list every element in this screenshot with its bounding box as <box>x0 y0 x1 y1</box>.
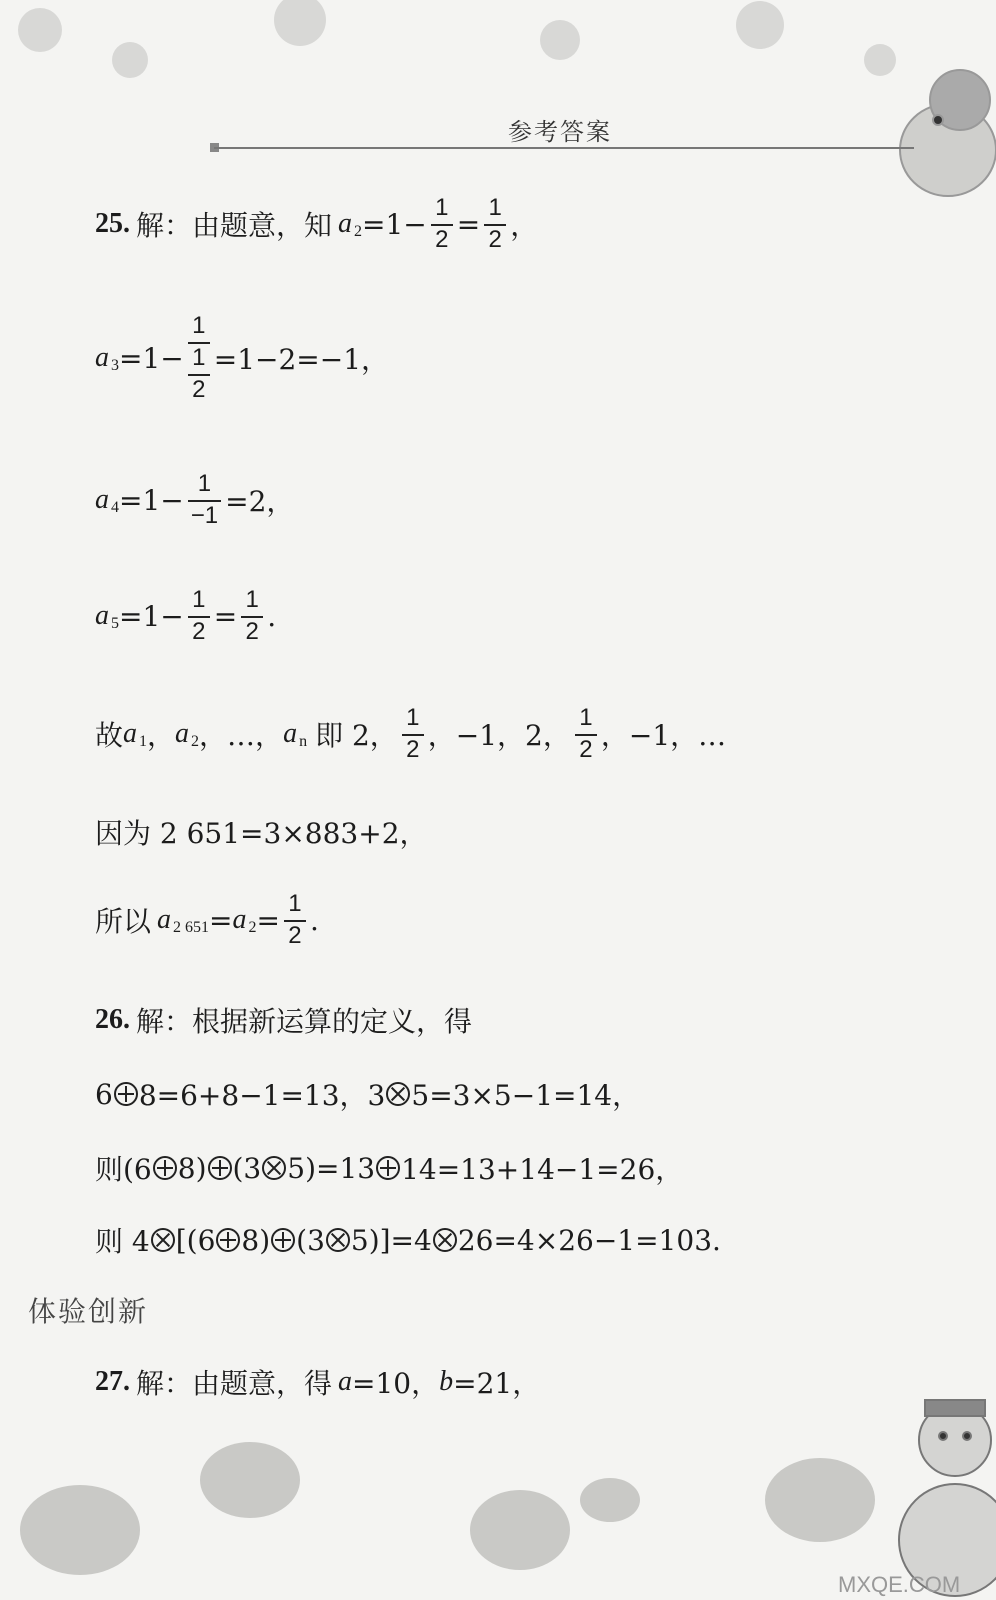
fraction: $\frac{1}{2}$ <box>402 704 424 764</box>
circled-times-icon <box>386 1082 410 1106</box>
fraction: $\frac{1}{2}$ <box>484 194 506 254</box>
q25-intro: 解：由题意，知 <box>136 209 333 242</box>
fraction: $\frac{1}{-1}$ <box>188 470 221 530</box>
section-title: 体验创新 <box>28 1295 149 1328</box>
circled-times-icon <box>151 1228 175 1252</box>
q25-conclusion-line: 所以 a 2 651 = a 2 = $\frac{1}{2}$ . <box>95 890 319 949</box>
fraction: $\frac{1}{2}$ <box>188 586 210 646</box>
fraction: $\frac{1}{2}$ <box>575 704 597 764</box>
question-number: 26. <box>95 1004 130 1035</box>
q25-line-a4: a 4 =1− $\frac{1}{-1}$ =2， <box>95 470 295 529</box>
girl-character-icon <box>900 70 996 196</box>
circled-plus-icon <box>376 1156 400 1180</box>
q25-line-a3: a 3 =1− $\frac{1}{\frac{1}{2}}$ =1−2=−1， <box>95 312 390 403</box>
circled-plus-icon <box>114 1082 138 1106</box>
q27-line-1: 27. 解：由题意，得 a =10， b =21， <box>95 1366 541 1400</box>
question-number: 25. <box>95 208 130 239</box>
q26-line-3: 则(6 8) (3 5)=13 14=13+14−1=26， <box>95 1151 684 1186</box>
fraction: $\frac{1}{2}$ <box>431 194 453 254</box>
q26-line-4: 则 4 [(6 8) (3 5)]=4 26=4×26−1=103. <box>95 1223 721 1258</box>
watermark-text: MXQE.COM <box>838 1572 961 1597</box>
circled-plus-icon <box>216 1228 240 1252</box>
circled-times-icon <box>262 1156 286 1180</box>
page-header-title: 参考答案 <box>508 118 612 146</box>
circled-plus-icon <box>271 1228 295 1252</box>
q25-line-1: 25. 解：由题意，知 a 2 =1− $\frac{1}{2}$ = $\frac{1}{2}$ ， <box>95 194 539 253</box>
header-rule <box>214 147 914 149</box>
q25-because-line: 因为 2 651=3×883+2， <box>95 817 428 850</box>
q25-sequence-line: 故 a 1 ， a 2 ， …， a n 即 2， $\frac{1}{2}$ ，−1，2， $\frac{1}{2}$ ，−1，… <box>95 704 727 763</box>
snowman-icon <box>899 1400 996 1596</box>
circled-plus-icon <box>208 1156 232 1180</box>
q26-line-1: 26. 解：根据新运算的定义，得 <box>95 1004 473 1038</box>
circled-plus-icon <box>153 1156 177 1180</box>
q25-line-a5: a 5 =1− $\frac{1}{2}$ = $\frac{1}{2}$ . <box>95 586 277 645</box>
q26-line-2: 6 8=6+8−1=13，3 5=3×5−1=14， <box>95 1077 641 1112</box>
fraction: $\frac{1}{2}$ <box>284 890 306 950</box>
complex-fraction: $\frac{1}{\frac{1}{2}}$ <box>188 312 210 404</box>
circled-times-icon <box>326 1228 350 1252</box>
fraction: $\frac{1}{2}$ <box>241 586 263 646</box>
circled-times-icon <box>433 1228 457 1252</box>
question-number: 27. <box>95 1366 130 1397</box>
